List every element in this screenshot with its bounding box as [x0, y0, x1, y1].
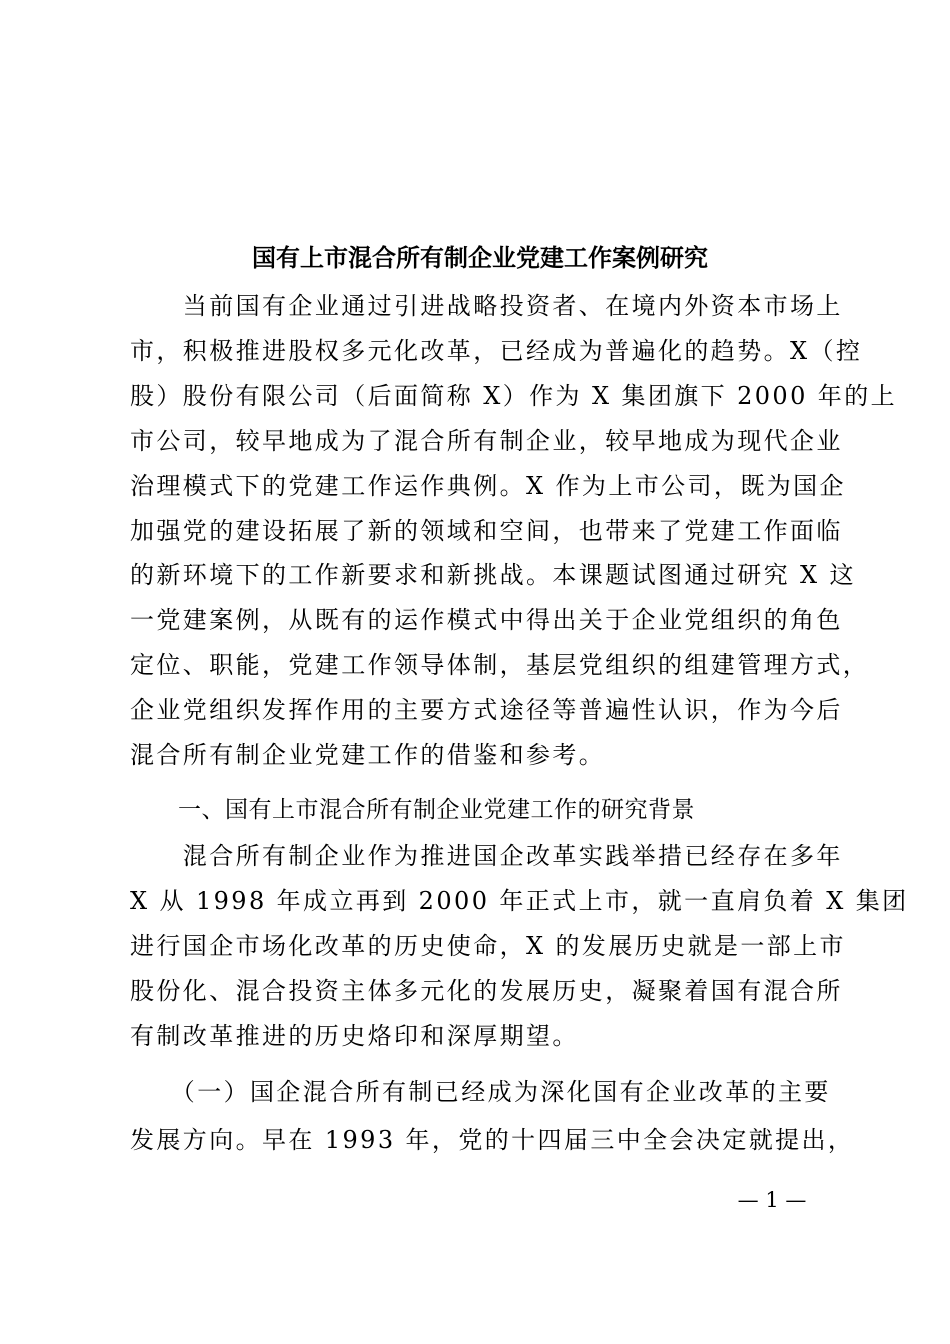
text-line: 加强党的建设拓展了新的领域和空间，也带来了党建工作面临 [130, 516, 843, 545]
section-paragraph [130, 834, 909, 1059]
text-line: 市，积极推进股权多元化改革，已经成为普遍化的趋势。X（控 [130, 336, 863, 365]
document-title: 国有上市混合所有制企业党建工作案例研究 [252, 244, 708, 272]
text-line: 定位、职能，党建工作领导体制，基层党组织的组建管理方式， [130, 651, 870, 680]
text-line: 企业党组织发挥作用的主要方式途径等普遍性认识，作为今后 [130, 696, 843, 725]
section-heading: 一、国有上市混合所有制企业党建工作的研究背景 [178, 797, 695, 823]
text-line: 一党建案例，从既有的运作模式中得出关于企业党组织的角色 [130, 606, 843, 635]
text-line: 股份化、混合投资主体多元化的发展历史，凝聚着国有混合所 [130, 976, 843, 1005]
text-line: 混合所有制企业作为推进国企改革实践举措已经存在多年 [130, 842, 843, 870]
intro-paragraph [130, 284, 897, 778]
text-line: X 从 1998 年成立再到 2000 年正式上市，就一直肩负着 X 集团 [130, 886, 909, 915]
text-line: 治理模式下的党建工作运作典例。X 作为上市公司，既为国企 [130, 471, 846, 500]
page-number: — 1 — [737, 1188, 807, 1212]
text-line: 发展方向。早在 1993 年，党的十四届三中全会决定就提出， [130, 1126, 855, 1154]
text-line: 市公司，较早地成为了混合所有制企业，较早地成为现代企业 [130, 426, 843, 455]
subsection-paragraph [130, 1068, 855, 1164]
text-line: 混合所有制企业党建工作的借鉴和参考。 [130, 741, 606, 770]
text-line: 当前国有企业通过引进战略投资者、在境内外资本市场上 [130, 292, 843, 320]
text-line: 有制改革推进的历史烙印和深厚期望。 [130, 1021, 579, 1050]
text-line: （一）国企混合所有制已经成为深化国有企业改革的主要 [130, 1078, 831, 1106]
text-line: 的新环境下的工作新要求和新挑战。本课题试图通过研究 X 这 [130, 561, 856, 590]
text-line: 进行国企市场化改革的历史使命，X 的发展历史就是一部上市 [130, 931, 846, 960]
text-line: 股）股份有限公司（后面简称 X）作为 X 集团旗下 2000 年的上 [130, 381, 897, 410]
